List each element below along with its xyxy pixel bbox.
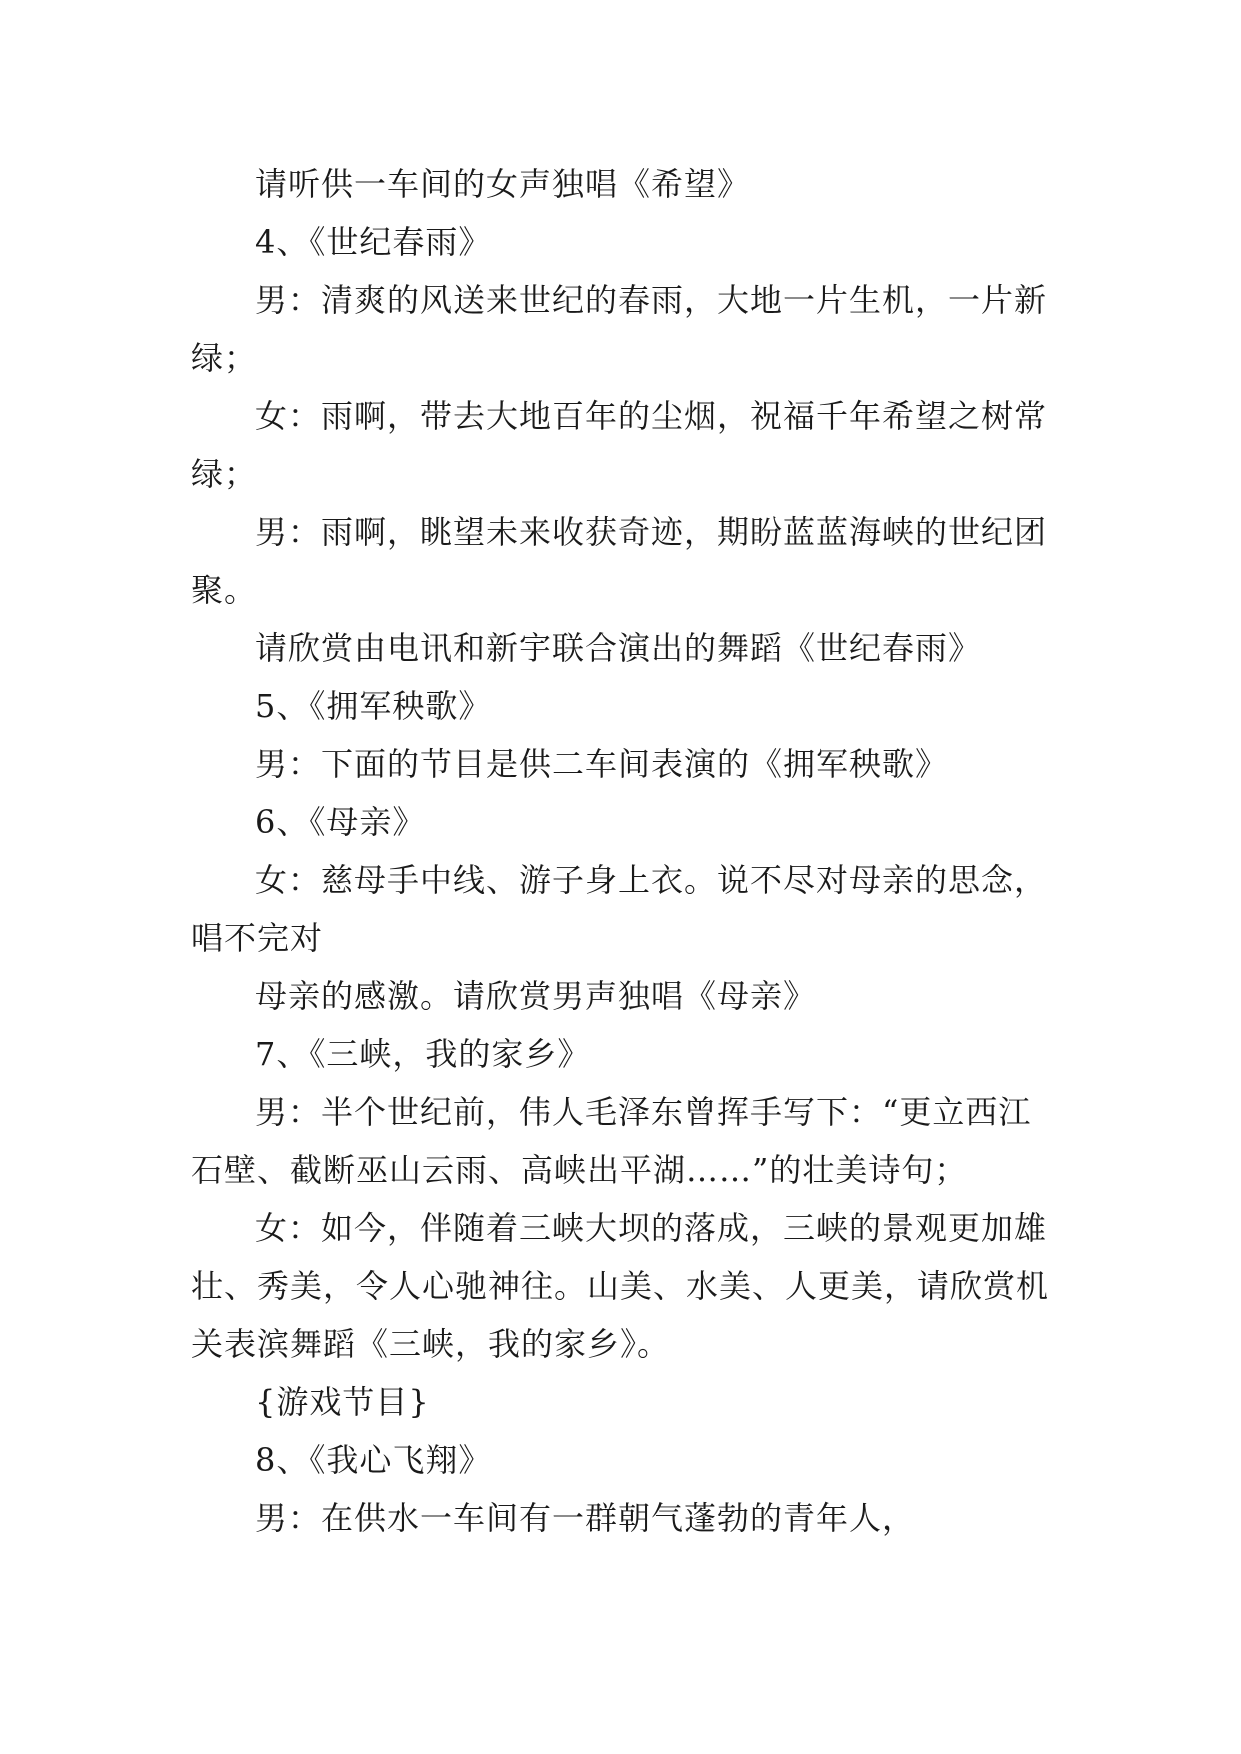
paragraph: 男：清爽的风送来世纪的春雨，大地一片生机，一片新绿； xyxy=(191,281,1048,377)
paragraph: 母亲的感激。请欣赏男声独唱《母亲》 xyxy=(255,977,817,1015)
section-label: {游戏节目} xyxy=(255,1383,430,1421)
paragraph: 女：如今，伴随着三峡大坝的落成，三峡的景观更加雄壮、秀美，令人心驰神往。山美、水美、人更美，请欣赏机关表滨舞蹈《三峡，我的家乡》。 xyxy=(191,1209,1050,1363)
section-heading: 6、《母亲》 xyxy=(255,803,426,841)
paragraph: 请听供一车间的女声独唱《希望》 xyxy=(255,165,751,203)
section-heading: 4、《世纪春雨》 xyxy=(255,223,492,261)
paragraph: 请欣赏由电讯和新宇联合演出的舞蹈《世纪春雨》 xyxy=(255,629,982,667)
document-body xyxy=(191,155,1051,1547)
section-heading: 5、《拥军秧歌》 xyxy=(255,687,492,725)
paragraph: 女：雨啊，带去大地百年的尘烟，祝福千年希望之树常绿； xyxy=(191,397,1048,493)
section-heading: 8、《我心飞翔》 xyxy=(255,1441,492,1479)
paragraph: 男：下面的节目是供二车间表演的《拥军秧歌》 xyxy=(255,745,949,783)
paragraph-continuation: 唱不完对 xyxy=(191,919,324,957)
paragraph: 男：雨啊，眺望未来收获奇迹，期盼蓝蓝海峡的世纪团聚。 xyxy=(191,513,1048,609)
paragraph: 男：在供水一车间有一群朝气蓬勃的青年人， xyxy=(255,1499,916,1537)
paragraph: 女：慈母手中线、游子身上衣。说不尽对母亲的思念， xyxy=(255,861,1048,899)
paragraph: 男：半个世纪前，伟人毛泽东曾挥手写下：“更立西江石壁、截断巫山云雨、高峡出平湖……”的壮美诗句； xyxy=(191,1093,1032,1189)
section-heading: 7、《三峡，我的家乡》 xyxy=(255,1035,591,1073)
